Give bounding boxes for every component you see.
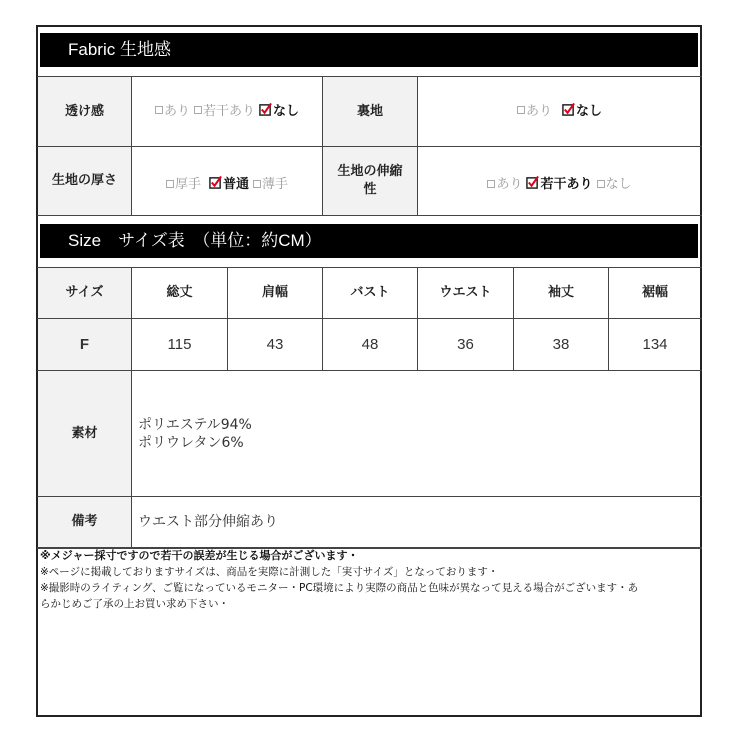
notes [40,548,700,612]
note-2: ※ページに掲載しておりますサイズは、商品を実際に計測した「実寸サイズ」となっております・ [40,566,499,578]
size-header-size: サイズ [38,268,131,318]
transparency-options [132,77,322,146]
stretch-label-line1: 生地の伸縮 [337,164,403,179]
stretch-label [323,147,417,215]
size-value-shoulder: 43 [266,335,284,353]
stretch-options [418,155,701,215]
size-value-bust: 48 [361,335,379,353]
thickness-options [132,155,322,215]
remarks-label: 備考 [38,497,131,547]
transparency-label: 透け感 [38,77,131,146]
size-section-title: Size サイズ表 （単位：約CM） [40,224,698,258]
material-value [132,371,701,496]
size-row-label: F [38,319,131,370]
lining-label: 裏地 [323,77,417,146]
checkbox-empty-icon [487,180,495,188]
checkbox-empty-icon [166,180,174,188]
checkbox-empty-icon [155,106,163,114]
size-header-bust: バスト [350,285,390,300]
checkbox-empty-icon [597,180,605,188]
size-value-sleeve: 38 [552,335,570,353]
checkbox-empty-icon [517,106,525,114]
option-transparency-slight: 若干あり [194,103,255,121]
option-lining-yes: あり [517,103,552,121]
remarks-text: ウエスト部分伸縮あり [138,514,278,530]
checkbox-checked-icon [209,176,222,189]
size-value-waist: 36 [457,335,474,353]
option-transparency-yes: あり [155,103,190,121]
checkbox-checked-icon [526,176,539,189]
material-line-2: ポリウレタン6% [138,434,244,451]
remarks-value [132,497,701,547]
size-header-hem-width: 裾幅 [641,285,668,300]
option-thickness-thick: 厚手 [166,176,201,194]
option-thickness-normal: 普通 [209,176,249,194]
note-3: ※撮影時のライティング、ご覧になっているモニター・PC環境により実際の商品と色味が異なって見える場合がございます・あ [40,582,639,594]
material-label: 素材 [38,371,131,496]
material-line-1: ポリエステル94% [138,416,252,433]
checkbox-empty-icon [194,106,202,114]
size-value-hem-width: 134 [642,335,668,353]
size-header-waist: ウエスト [439,285,492,300]
divider [37,215,702,216]
thickness-label: 生地の厚さ [38,147,131,215]
fabric-section-title: Fabric 生地感 [40,33,698,67]
stretch-label-line2: 性 [363,182,377,197]
checkbox-checked-icon [259,103,272,116]
option-transparency-none: なし [259,103,299,121]
size-header-total-length: 総丈 [166,285,193,300]
size-value-total-length: 115 [167,335,192,353]
lining-options [418,77,701,146]
size-header-sleeve: 袖丈 [547,285,574,300]
option-lining-none: なし [562,103,602,121]
option-stretch-yes: あり [487,176,522,194]
size-header-shoulder: 肩幅 [261,285,288,300]
note-4: らかじめご了承の上お買い求め下さい・ [40,598,229,610]
checkbox-checked-icon [562,103,575,116]
option-stretch-slight: 若干あり [526,176,592,194]
option-stretch-none: なし [597,176,632,194]
checkbox-empty-icon [253,180,261,188]
option-thickness-thin: 薄手 [253,176,288,194]
note-1: ※メジャー採寸ですので若干の誤差が生じる場合がございます・ [40,549,359,562]
